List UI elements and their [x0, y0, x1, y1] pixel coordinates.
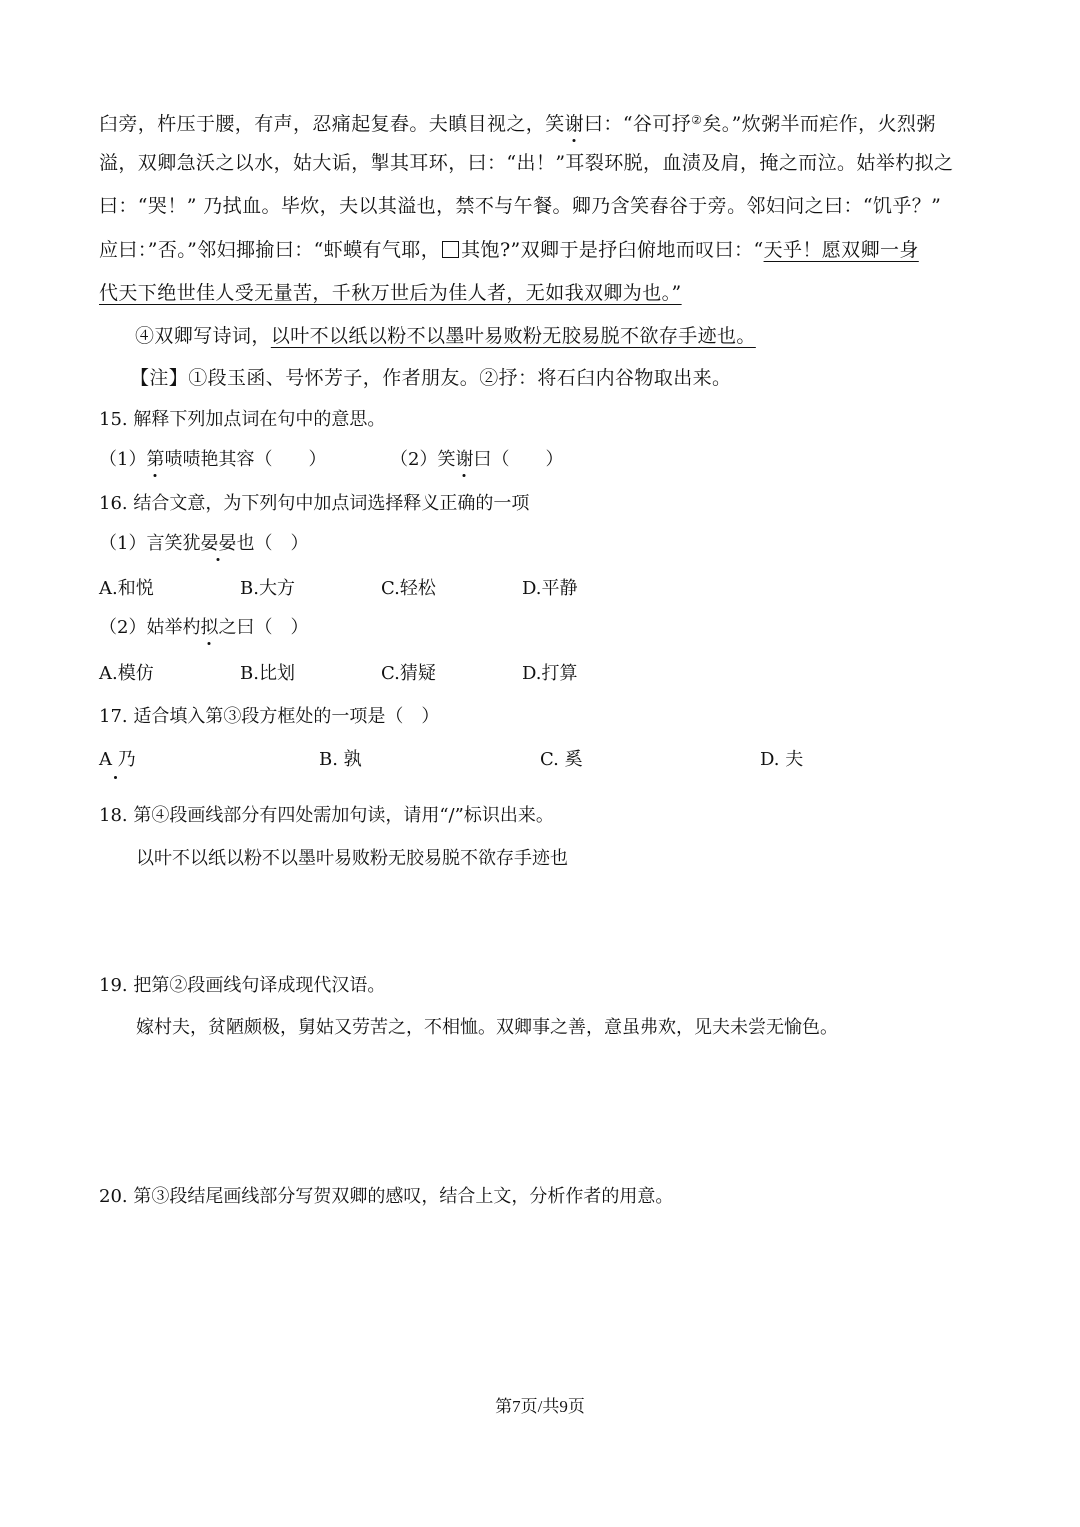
q16-2-option-b[interactable]: B.比划: [240, 663, 295, 684]
passage-text: 矣。”炊粥半而疟作，火烈粥: [702, 113, 936, 135]
underlined-text: 以叶不以纸以粉不以墨叶易败粉无胶易脱不欲存手迹也。: [270, 325, 756, 347]
q16-1-option-d[interactable]: D.平静: [522, 578, 578, 599]
dotted-char: 第: [146, 449, 165, 470]
passage-line-1: [99, 107, 936, 137]
sub-text: 啧啧艳其容（ ）: [164, 449, 327, 470]
blank-box: [442, 241, 459, 258]
passage-text: 臼旁，杵压于腰，有声，忍痛起复舂。夫瞋目视之，笑: [99, 113, 565, 135]
dotted-char: 拟: [200, 617, 219, 638]
question-18-text: 以叶不以纸以粉不以墨叶易败粉无胶易脱不欲存手迹也: [136, 848, 568, 869]
passage-text: 其饱?”双卿于是抒臼俯地而叹曰：“: [461, 239, 764, 261]
passage-line-4: [99, 237, 919, 263]
q16-1-option-b[interactable]: B.大方: [240, 578, 295, 599]
sub-label: （2）笑: [390, 449, 456, 470]
sub-label: （2）姑举杓: [99, 617, 201, 638]
q16-2-option-c[interactable]: C.猜疑: [381, 663, 436, 684]
question-19-stem: 19. 把第②段画线句译成现代汉语。: [99, 975, 386, 996]
passage-line-5: 代天下绝世佳人受无量苦，千秋万世后为佳人者，无如我双卿为也。”: [99, 282, 682, 304]
question-19-text: 嫁村夫，贫陋颇极，舅姑又劳苦之，不相恤。双卿事之善，意虽弗欢，见夫未尝无愉色。: [136, 1017, 838, 1038]
question-15-sub-1: [99, 447, 326, 473]
passage-line-2: 溢，双卿急沃之以水，姑大诟，掣其耳环，曰：“出！”耳裂环脱，血渍及肩，掩之而泣。姑举杓拟之: [99, 152, 954, 174]
sub-label: （1）言笑犹: [99, 533, 201, 554]
sub-label: （1）: [99, 449, 147, 470]
annotation-note: 【注】①段玉函、号怀芳子，作者朋友。②抒：将石臼内谷物取出来。: [130, 367, 732, 389]
q16-2-option-a[interactable]: A.模仿: [99, 663, 154, 684]
passage-text: 曰：“谷可抒: [584, 113, 692, 135]
underlined-text: 天乎！愿双卿一身: [763, 239, 919, 261]
page-number: 第7页/共9页: [495, 1397, 585, 1416]
question-15-sub-2: [390, 447, 563, 473]
q16-2-option-d[interactable]: D.打算: [522, 663, 578, 684]
question-15-stem: 15. 解释下列加点词在句中的意思。: [99, 409, 386, 430]
q17-option-c[interactable]: C. 奚: [540, 749, 583, 770]
question-16-sub-2: [99, 615, 308, 641]
dotted-char: 谢: [455, 449, 474, 470]
stray-dot: [114, 776, 117, 779]
paragraph-4: [135, 323, 756, 349]
passage-text: 应曰：”否。”邻妇揶揄曰：“虾蟆有气耶，: [99, 239, 441, 261]
q17-option-d[interactable]: D. 夫: [760, 749, 804, 770]
question-18-stem: 18. 第④段画线部分有四处需加句读，请用“/”标识出来。: [99, 805, 554, 826]
footnote-marker: ②: [691, 113, 703, 127]
question-16-sub-1: [99, 531, 308, 557]
sub-text: 之曰（ ）: [218, 617, 309, 638]
question-17-stem: 17. 适合填入第③段方框处的一项是（ ）: [99, 706, 440, 727]
q17-option-b[interactable]: B. 孰: [319, 749, 362, 770]
question-20-stem: 20. 第③段结尾画线部分写贺双卿的感叹，结合上文，分析作者的用意。: [99, 1186, 674, 1207]
passage-line-3: 曰：“哭！” 乃拭血。毕炊，夫以其溢也，禁不与午餐。卿乃含笑舂谷于旁。邻妇问之曰：“饥乎？”: [99, 195, 942, 217]
sub-text: 曰（ ）: [473, 449, 564, 470]
q17-option-a[interactable]: A 乃: [99, 749, 136, 770]
passage-text: ④双卿写诗词，: [135, 325, 271, 347]
dotted-char: 晏晏: [200, 533, 237, 554]
q16-1-option-c[interactable]: C.轻松: [381, 578, 436, 599]
sub-text: 也（ ）: [236, 533, 309, 554]
q16-1-option-a[interactable]: A.和悦: [99, 578, 154, 599]
dotted-char: 谢: [564, 113, 585, 135]
question-16-stem: 16. 结合文意，为下列句中加点词选择释义正确的一项: [99, 493, 530, 514]
